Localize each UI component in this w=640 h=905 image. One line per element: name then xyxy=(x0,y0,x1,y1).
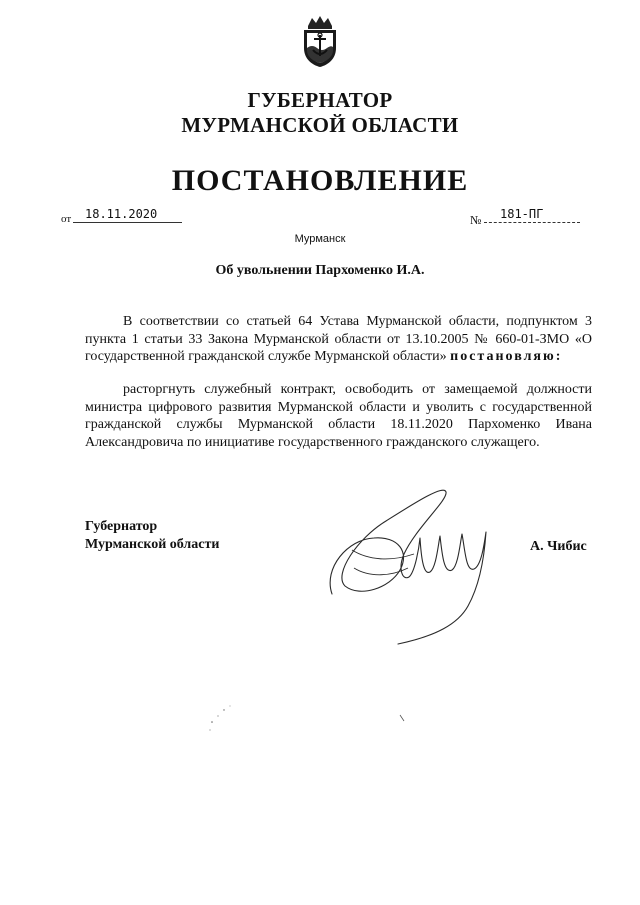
operative-paragraph: расторгнуть служебный контракт, освободить от замещаемой должности министра цифрового развития Мурманской области и уволить с государственной гражданской службы Мурманской области 18.11.2020 Пархоменко Ивана Александровича по инициативе государственного гражданского служащего. xyxy=(85,382,592,450)
number-label: № xyxy=(470,213,482,227)
document-type: ПОСТАНОВЛЕНИЕ xyxy=(171,164,469,197)
signatory-position-line2: Мурманской области xyxy=(85,537,220,552)
decree-number: 181-ПГ xyxy=(484,206,580,223)
scan-specks xyxy=(200,700,420,740)
issuer-title-line1: ГУБЕРНАТОР xyxy=(247,88,393,112)
preamble-text: В соответствии со статьей 64 Устава Мурманской области, подпунктом 3 пункта 1 статьи 33 Закона Мурманской области от 13.10.2005 № 660-01-ЗМО «О государственной гражданской службе Мурманской области» xyxy=(85,314,592,364)
decree-subject: Об увольнении Пархоменко И.А. xyxy=(215,263,425,278)
coat-of-arms-icon xyxy=(300,14,340,68)
date-label: от xyxy=(61,213,72,225)
preamble-paragraph xyxy=(85,313,592,366)
issue-city: Мурманск xyxy=(294,233,346,245)
handwritten-signature xyxy=(318,476,493,651)
signatory-position xyxy=(85,518,219,554)
resolve-keyword: постановляю: xyxy=(450,349,563,364)
signatory-name: А. Чибис xyxy=(530,539,587,554)
decree-date: 18.11.2020 xyxy=(73,206,182,223)
issuer-title-line2: МУРМАНСКОЙ ОБЛАСТИ xyxy=(181,113,459,137)
signatory-position-line1: Губернатор xyxy=(85,519,158,534)
